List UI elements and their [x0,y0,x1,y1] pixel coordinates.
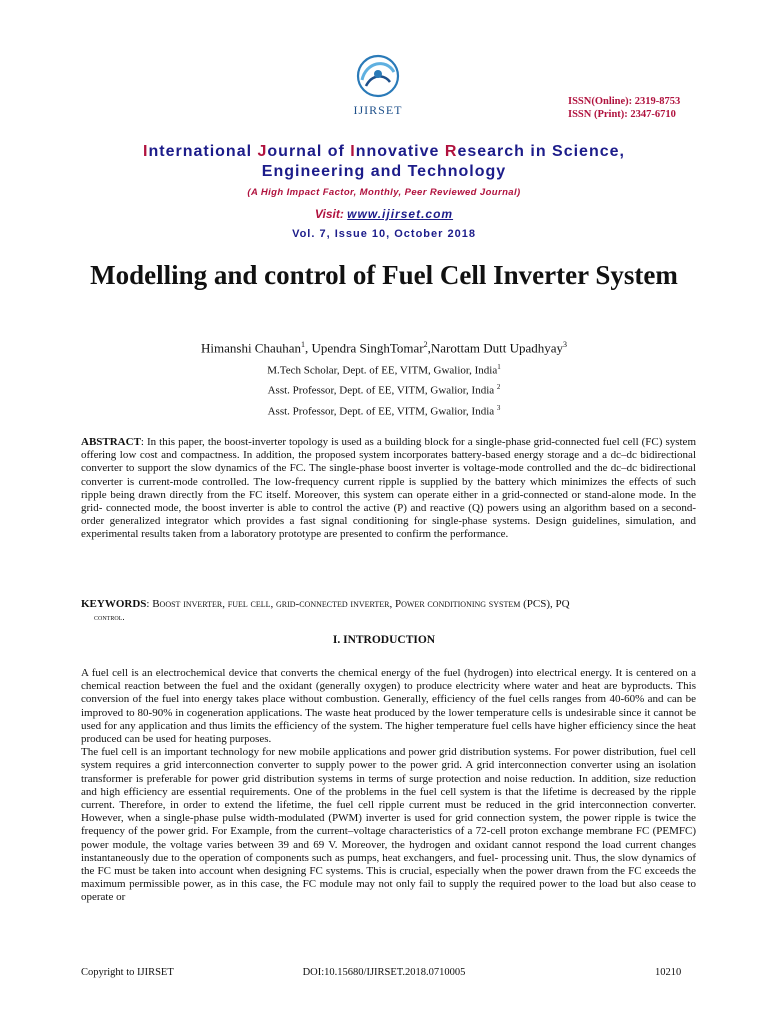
journal-word: ournal of [267,143,351,160]
journal-initial: R [444,143,458,160]
keywords-line2: control. [94,612,125,622]
issn-block [568,95,680,121]
affiliation-text: Asst. Professor, Dept. of EE, VITM, Gwalior, India [267,405,497,418]
introduction-body [81,667,696,905]
volume-issue: Vol. 7, Issue 10, October 2018 [292,228,476,240]
footer-copyright: Copyright to IJIRSET [81,967,174,978]
journal-tagline: (A High Impact Factor, Monthly, Peer Reviewed Journal) [247,187,521,198]
journal-name-line1 [0,143,768,161]
journal-initial: I [350,143,356,160]
affiliation-text: Asst. Professor, Dept. of EE, VITM, Gwalior, India [267,384,497,397]
author-sup: 3 [563,340,567,349]
affiliation-2 [0,383,768,397]
issn-print: ISSN (Print): 2347-6710 [568,109,676,120]
intro-paragraph: A fuel cell is an electrochemical device that converts the chemical energy of the fuel (hydrogen) into electrical energy. It is centered on a chemical reaction between the fuel and the oxidant (generally oxygen) to produce electricity where water and heat are byproducts. This conversion of the fuel into energy takes place without combustion. Generally, efficiency of the fuel cells ranges from 40-60% and can be improved to 80-90% in cogeneration applications. The waste heat produced by the lower temperature cells is undesirable since it cannot be used for any application and thus limits the efficiency of the system. The higher temperature fuel cells have higher efficiency since the heat produced can be used for heating purposes. [81,667,696,746]
journal-name-line2: Engineering and Technology [261,163,507,180]
journal-word: nternational [148,143,258,160]
affiliation-1 [0,363,768,377]
author-sup: 2 [423,340,428,349]
affiliation-3 [0,404,768,418]
author-name: , Upendra SinghTomar [305,340,424,356]
paper-title: Modelling and control of Fuel Cell Inverter System [90,260,678,290]
affiliation-sup: 1 [497,363,501,371]
journal-word: esearch in Science, [457,143,625,160]
author-name: ,Narottam Dutt Upadhyay [427,340,563,356]
author-list [0,340,768,356]
journal-initial: J [257,143,268,160]
intro-paragraph: The fuel cell is an important technology for new mobile applications and power grid distribution systems. For power distribution, fuel cell system requires a grid interconnection converter to supply power to the power grid. A grid interconnection converter using an isolation transformer is preferable for power grid distribution systems in terms of surge protection and noise reduction. In addition, size reduction and high efficiency are essential requirements. One of the problems in the fuel cell system is that the lifetime is decreased by the ripple current. Therefore, in order to extend the lifetime, the fuel cell ripple current must be reduced in the grid interconnection converter. However, when a single-phase pulse width-modulated (PWM) inverter is used for grid connection system, the power ripple is twice the frequency of the power grid. For Example, from the current–voltage characteristics of a 72-cell proton exchange membrane FC (PEMFC) power module, the voltage varies between 39 and 69 V. Moreover, the hydrogen and oxidant cannot respond the load current changes instantaneously due to the operation of components such as pumps, heat exchangers, and fuel- processing unit. Thus, the slow dynamics of the FC must be taken into account when designing FC systems. This is crucial, especially when the power drawn from the FC exceeds the maximum permissible power, as in this case, the FC module may not only fail to supply the required power to the load but also cease to operate or [81,746,696,904]
section-heading: I. INTRODUCTION [332,634,436,646]
affiliation-sup: 3 [496,404,501,412]
footer-doi: DOI:10.15680/IJIRSET.2018.0710005 [302,967,466,978]
journal-url-link[interactable]: www.ijirset.com [347,207,454,221]
logo-text: IJIRSET [353,103,403,117]
visit-line [0,207,768,221]
keywords [81,598,696,611]
abstract-text: : In this paper, the boost-inverter topology is used as a building block for a single-phase grid-connected fuel cell (FC) system offering low cost and compactness. In addition, the proposed system incorporates battery-based energy storage and a dc–dc bidirectional converter to support the slow dynamics of the FC. The single-phase boost inverter is voltage-mode controlled and the dc–dc bidirectional converter is current-mode controlled. The low-frequency current ripple is supplied by the battery which minimizes the effects of such ripple being drawn directly from the FC itself. Moreover, this system can operate either in a grid-connected or stand-alone mode. In the grid- connected mode, the boost inverter is able to control the active (P) and reactive (Q) powers using an algorithm based on a second-order generalized integrator which provides a fast signal conditioning for single-phase systems. Design guidelines, simulation, and experimental results taken from a laboratory prototype are presented to confirm the performance. [81,436,696,541]
journal-word: nnovative [355,143,445,160]
issn-online: ISSN(Online): 2319-8753 [568,96,681,107]
keywords-label: KEYWORDS [81,598,147,610]
author-sup: 1 [301,340,306,349]
keywords-text: : Boost inverter, fuel cell, grid-connected inverter, Power conditioning system (PCS), PQ [146,598,570,610]
footer-page-number: 10210 [655,967,682,978]
affiliation-sup: 2 [496,383,501,391]
affiliation-text: M.Tech Scholar, Dept. of EE, VITM, Gwalior, India [267,364,498,377]
abstract [81,436,696,542]
journal-initial: I [143,143,149,160]
author-name: Himanshi Chauhan [201,340,302,356]
visit-label: Visit: [314,207,348,221]
abstract-label: ABSTRACT [81,436,141,448]
